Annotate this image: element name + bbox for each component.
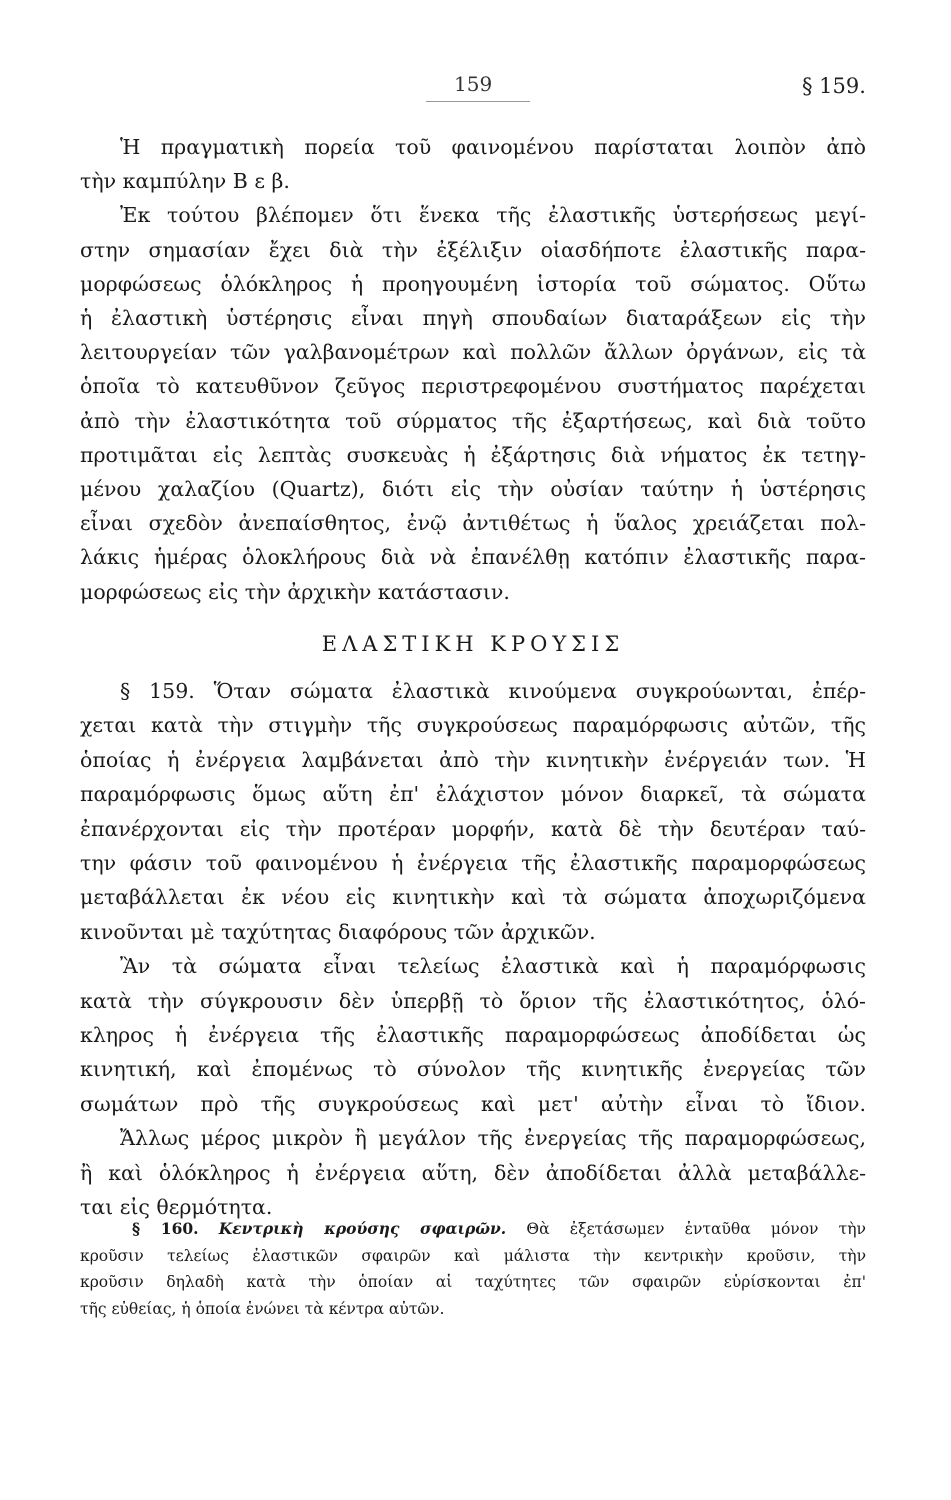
text-line: ἢ καὶ ὁλόκληρος ἡ ἐνέργεια αὕτη, δὲν ἀποδίδεται ἀλλὰ μεταβάλλε- — [80, 1160, 866, 1185]
text-line: λειτουργείαν τῶν γαλβανομέτρων καὶ πολλῶν ἄλλων ὀργάνων, εἰς τὰ — [80, 340, 866, 365]
text-line: εἶναι σχεδὸν ἀνεπαίσθητος, ἐνῷ ἀντιθέτως ἡ ὕαλος χρειάζεται πολ- — [80, 511, 866, 536]
text-line: κληρος ἡ ἐνέργεια τῆς ἐλαστικῆς παραμορφώσεως ἀποδίδεται ὡς — [80, 1023, 866, 1048]
text-line: Θὰ ἐξετάσωμεν ἐνταῦθα μόνον τὴν — [526, 1220, 866, 1238]
text-line: ὁποῖα τὸ κατευθῦνον ζεῦγος περιστρεφομένου συστήματος παρέχεται — [80, 374, 866, 399]
text-line: προτιμᾶται εἰς λεπτὰς συσκευὰς ἡ ἐξάρτησις διὰ νήματος ἐκ τετηγ- — [80, 442, 866, 467]
section-reference: § 159. — [802, 74, 866, 98]
text-line: Ἡ πραγματικὴ πορεία τοῦ φαινομένου παρίσταται λοιπὸν ἀπὸ — [120, 135, 866, 159]
text-line: παραμόρφωσις ὅμως αὕτη ἐπ' ἐλάχιστον μόνον διαρκεῖ, τὰ σώματα — [80, 782, 866, 807]
footnote-section-number: § 160. — [132, 1219, 199, 1238]
text-line: Ἂν τὰ σώματα εἶναι τελείως ἐλαστικὰ καὶ ἡ παραμόρφωσις — [120, 954, 866, 979]
section-heading: ΕΛΑΣΤΙΚΗ ΚΡΟΥΣΙΣ — [321, 632, 625, 656]
text-line: κατὰ τὴν σύγκρουσιν δὲν ὑπερβῇ τὸ ὅριον τῆς ἐλαστικότητος, ὁλό- — [80, 988, 866, 1013]
text-line: χεται κατὰ τὴν στιγμὴν τῆς συγκρούσεως παραμόρφωσις αὐτῶν, τῆς — [80, 713, 866, 738]
text-line: λάκις ἡμέρας ὁλοκλήρους διὰ νὰ ἐπανέλθῃ κατόπιν ἐλαστικῆς παρα- — [80, 545, 866, 570]
text-line: την φάσιν τοῦ φαινομένου ἡ ἐνέργεια τῆς ἐλαστικῆς παραμορφώσεως — [80, 851, 866, 876]
text-line: τῆς εὐθείας, ἡ ὁποία ἑνώνει τὰ κέντρα αὐτῶν. — [80, 1299, 445, 1318]
footnote-central-collision — [80, 1216, 866, 1322]
text-line: μένου χαλαζίου (Quartz), διότι εἰς τὴν οὐσίαν ταύτην ἡ ὑστέρησις — [80, 477, 866, 502]
text-line: κινητική, καὶ ἐπομένως τὸ σύνολον τῆς κινητικῆς ἐνεργείας τῶν — [80, 1057, 866, 1082]
text-line: Ἄλλως μέρος μικρὸν ἢ μεγάλον τῆς ἐνεργείας τῆς παραμορφώσεως, — [120, 1126, 866, 1151]
text-line: στην σημασίαν ἔχει διὰ τὴν ἐξέλιξιν οἱασδήποτε ἐλαστικῆς παρα- — [80, 237, 866, 262]
page-number: 159 — [454, 72, 493, 96]
text-line: ὁποίας ἡ ἐνέργεια λαμβάνεται ἀπὸ τὴν κινητικὴν ἐνέργειάν των. Ἡ — [80, 747, 866, 772]
text-line: μορφώσεως εἰς τὴν ἀρχικὴν κατάστασιν. — [80, 579, 510, 604]
text-line: ἀπὸ τὴν ἐλαστικότητα τοῦ σύρματος τῆς ἐξαρτήσεως, καὶ διὰ τοῦτο — [80, 408, 866, 433]
paragraph-elastic-collision — [80, 674, 866, 1225]
text-line: τὴν καμπύλην Β ε β. — [80, 169, 290, 194]
text-line: ἡ ἐλαστικὴ ὑστέρησις εἶναι πηγὴ σπουδαίων διαταράξεων εἰς τὴν — [80, 306, 866, 331]
text-line: σωμάτων πρὸ τῆς συγκρούσεως καὶ μετ' αὐτὴν εἶναι τὸ ἴδιον. — [80, 1091, 866, 1116]
text-line: κινοῦνται μὲ ταχύτητας διαφόρους τῶν ἀρχικῶν. — [80, 919, 596, 944]
text-line: κροῦσιν δηλαδὴ κατὰ τὴν ὁποίαν αἱ ταχύτητες τῶν σφαιρῶν εὑρίσκονται ἐπ' — [80, 1273, 866, 1291]
text-line: μορφώσεως ὁλόκληρος ἡ προηγουμένη ἱστορία τοῦ σώματος. Οὕτω — [80, 271, 866, 296]
text-line: ἐπανέρχονται εἰς τὴν προτέραν μορφήν, κατὰ δὲ τὴν δευτέραν ταύ- — [80, 816, 866, 841]
text-line: μεταβάλλεται ἐκ νέου εἰς κινητικὴν καὶ τὰ σώματα ἀποχωριζόμενα — [80, 885, 866, 910]
text-line: ται εἰς θερμότητα. — [80, 1195, 273, 1220]
text-line: Ἐκ τούτου βλέπομεν ὅτι ἕνεκα τῆς ἐλαστικῆς ὑστερήσεως μεγί- — [120, 203, 866, 228]
paragraph-hysteresis — [80, 130, 866, 609]
header-rule — [426, 101, 530, 102]
footnote-title: Κεντρικὴ κρούσης σφαιρῶν. — [218, 1219, 507, 1238]
text-line: § 159. Ὅταν σώματα ἐλαστικὰ κινούμενα συγκρούωνται, ἐπέρ- — [120, 679, 866, 703]
text-line: κροῦσιν τελείως ἐλαστικῶν σφαιρῶν καὶ μάλιστα τὴν κεντρικὴν κροῦσιν, τὴν — [80, 1246, 866, 1265]
footnote-first-line — [80, 1216, 866, 1243]
